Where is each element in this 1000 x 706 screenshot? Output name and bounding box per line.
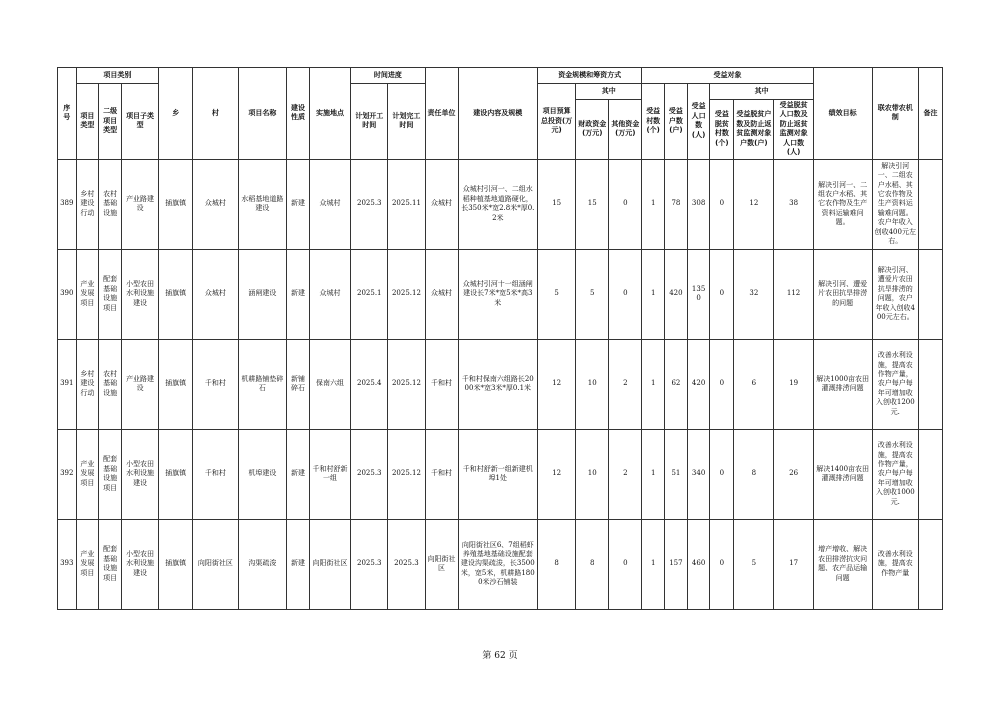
cell-ben-households: 78 (665, 159, 688, 249)
cell-unit: 众城村 (425, 159, 458, 249)
cell-ben-population: 420 (687, 339, 710, 429)
header-end: 计划完工时间 (388, 84, 425, 160)
cell-other: 0 (609, 249, 642, 339)
header-goal: 绩效目标 (813, 68, 872, 160)
header-village: 村 (193, 68, 238, 160)
header-beneficiary-group: 受益对象 (642, 68, 813, 84)
header-ben-among: 其中 (710, 84, 813, 100)
table-row (58, 519, 943, 609)
cell-village: 向阳街社区 (193, 519, 238, 609)
cell-start: 2025.3 (351, 429, 388, 519)
cell-project-name: 涵闸建设 (238, 249, 287, 339)
cell-other: 2 (609, 429, 642, 519)
cell-location: 向阳街社区 (309, 519, 350, 609)
header-unit: 责任单位 (425, 68, 458, 160)
cell-ben-villages: 1 (642, 159, 665, 249)
cell-build-nature: 新建 (287, 429, 310, 519)
cell-sub-type: 产业路建设 (121, 339, 158, 429)
cell-goal: 解决引河、遭爱片农田抗旱排涝的问题 (813, 249, 872, 339)
cell-ben-households: 51 (665, 429, 688, 519)
cell-unit: 众城村 (425, 249, 458, 339)
header-total: 项目预算总投资(万元) (538, 84, 576, 160)
cell-mechanism: 改善水利设施，提高农作物产量，农户每户每年可增加收入创收1200元. (872, 339, 918, 429)
cell-ben-villages: 1 (642, 339, 665, 429)
cell-content: 千和村保南六组路长2000米*宽3米*厚0.1米 (458, 339, 538, 429)
cell-poverty-households: 8 (734, 429, 774, 519)
cell-location: 众城村 (309, 249, 350, 339)
cell-start: 2025.1 (351, 249, 388, 339)
cell-poverty-population: 19 (774, 339, 813, 429)
cell-location: 众城村 (309, 159, 350, 249)
cell-build-nature: 新建 (287, 519, 310, 609)
cell-poverty-population: 38 (774, 159, 813, 249)
cell-remark (919, 159, 943, 249)
header-sub-type: 项目子类型 (121, 84, 158, 160)
cell-poverty-villages: 0 (710, 519, 734, 609)
header-ben-population: 受益人口数(人) (687, 84, 710, 160)
cell-project-type: 乡村建设行动 (76, 159, 99, 249)
cell-unit: 千和村 (425, 429, 458, 519)
cell-project-type: 产业发展项目 (76, 429, 99, 519)
cell-poverty-households: 5 (734, 519, 774, 609)
cell-village: 众城村 (193, 249, 238, 339)
table-header (58, 68, 943, 160)
cell-poverty-villages: 0 (710, 339, 734, 429)
cell-content: 向阳街社区6、7组稻虾养殖基地基础设施配套建设沟渠疏浚，长3500米，宽5米，机耕路1800米沙石铺装 (458, 519, 538, 609)
cell-township: 插旗镇 (159, 519, 193, 609)
cell-township: 插旗镇 (159, 339, 193, 429)
cell-fiscal: 10 (576, 429, 609, 519)
cell-content: 千和村舒新一组新建机埠1处 (458, 429, 538, 519)
cell-ben-population: 1350 (687, 249, 710, 339)
cell-second-type: 配套基础设施项目 (99, 249, 122, 339)
cell-project-type: 产业发展项目 (76, 249, 99, 339)
cell-fiscal: 15 (576, 159, 609, 249)
cell-goal: 解决引河一、二组农户水稻、其它农作物及生产资料运输难问题。 (813, 159, 872, 249)
header-ben-households: 受益户数(户) (665, 84, 688, 160)
cell-poverty-population: 112 (774, 249, 813, 339)
cell-start: 2025.3 (351, 519, 388, 609)
cell-unit: 向阳街社区 (425, 519, 458, 609)
cell-start: 2025.3 (351, 159, 388, 249)
cell-build-nature: 新建 (287, 159, 310, 249)
header-seq: 序号 (58, 68, 77, 160)
cell-ben-population: 340 (687, 429, 710, 519)
cell-total: 12 (538, 339, 576, 429)
cell-ben-villages: 1 (642, 429, 665, 519)
cell-project-type: 产业发展项目 (76, 519, 99, 609)
cell-content: 众城村引河十一组涵闸建设长7米*宽5米*高3米 (458, 249, 538, 339)
header-ben-villages: 受益村数(个) (642, 84, 665, 160)
header-township: 乡 (159, 68, 193, 160)
cell-total: 12 (538, 429, 576, 519)
cell-build-nature: 新铺碎石 (287, 339, 310, 429)
cell-seq: 393 (58, 519, 77, 609)
cell-poverty-population: 17 (774, 519, 813, 609)
cell-project-type: 乡村建设行动 (76, 339, 99, 429)
cell-mechanism: 解决引河一、二组农户水稻、其它农作物及生产资料运输难问题。农户年收入创收400元左右。 (872, 159, 918, 249)
table-row (58, 249, 943, 339)
project-table (57, 67, 943, 610)
cell-total: 5 (538, 249, 576, 339)
header-location: 实施地点 (309, 68, 350, 160)
cell-ben-population: 460 (687, 519, 710, 609)
cell-project-name: 机耕路铺垫碎石 (238, 339, 287, 429)
header-content: 建设内容及规模 (458, 68, 538, 160)
cell-village: 众城村 (193, 159, 238, 249)
cell-village: 千和村 (193, 429, 238, 519)
header-poverty-households: 受益脱贫户数及防止返贫监测对象户数(户) (734, 100, 774, 160)
cell-location: 保南六组 (309, 339, 350, 429)
cell-village: 千和村 (193, 339, 238, 429)
cell-seq: 391 (58, 339, 77, 429)
cell-total: 8 (538, 519, 576, 609)
cell-fiscal: 8 (576, 519, 609, 609)
page-number: 第 62 页 (482, 651, 518, 661)
header-start: 计划开工时间 (351, 84, 388, 160)
table-body (58, 159, 943, 609)
cell-content: 众城村引河一、二组水稻种植基地道路硬化，长350米*宽2.8米*厚0.2米 (458, 159, 538, 249)
header-mechanism: 联农带农机制 (872, 68, 918, 160)
cell-location: 千和村舒新一组 (309, 429, 350, 519)
header-second-type: 二级项目类型 (99, 84, 122, 160)
cell-ben-households: 157 (665, 519, 688, 609)
cell-remark (919, 339, 943, 429)
cell-mechanism: 改善水利设施，提高农作物产量，农户每户每年可增加收入创收1000元. (872, 429, 918, 519)
header-other: 其他资金(万元) (609, 100, 642, 160)
header-funding-group: 资金规模和筹资方式 (538, 68, 642, 84)
cell-ben-villages: 1 (642, 519, 665, 609)
cell-second-type: 配套基础设施项目 (99, 429, 122, 519)
cell-fiscal: 10 (576, 339, 609, 429)
cell-poverty-households: 6 (734, 339, 774, 429)
cell-seq: 390 (58, 249, 77, 339)
header-project-name: 项目名称 (238, 68, 287, 160)
header-poverty-villages: 受益脱贫村数(个) (710, 100, 734, 160)
table-row (58, 159, 943, 249)
cell-fiscal: 5 (576, 249, 609, 339)
cell-end: 2025.11 (388, 159, 425, 249)
cell-second-type: 配套基础设施项目 (99, 519, 122, 609)
table-row (58, 339, 943, 429)
cell-build-nature: 新建 (287, 249, 310, 339)
header-fiscal: 财政资金(万元) (576, 100, 609, 160)
header-among: 其中 (576, 84, 642, 100)
header-poverty-population: 受益脱贫人口数及防止返贫监测对象人口数(人) (774, 100, 813, 160)
cell-sub-type: 小型农田水利设施建设 (121, 429, 158, 519)
cell-start: 2025.4 (351, 339, 388, 429)
cell-unit: 千和村 (425, 339, 458, 429)
cell-ben-population: 308 (687, 159, 710, 249)
cell-ben-households: 420 (665, 249, 688, 339)
cell-ben-households: 62 (665, 339, 688, 429)
cell-sub-type: 产业路建设 (121, 159, 158, 249)
cell-end: 2025.12 (388, 339, 425, 429)
cell-township: 插旗镇 (159, 249, 193, 339)
cell-remark (919, 429, 943, 519)
cell-poverty-population: 26 (774, 429, 813, 519)
cell-poverty-households: 12 (734, 159, 774, 249)
cell-poverty-villages: 0 (710, 429, 734, 519)
header-schedule-group: 时间进度 (351, 68, 425, 84)
cell-other: 2 (609, 339, 642, 429)
cell-other: 0 (609, 519, 642, 609)
cell-second-type: 农村基础设施 (99, 159, 122, 249)
cell-township: 插旗镇 (159, 159, 193, 249)
cell-ben-villages: 1 (642, 249, 665, 339)
cell-goal: 解决1400亩农田灌溉排涝问题 (813, 429, 872, 519)
header-category-group: 项目类别 (76, 68, 159, 84)
cell-sub-type: 小型农田水利设施建设 (121, 249, 158, 339)
cell-seq: 389 (58, 159, 77, 249)
cell-poverty-households: 32 (734, 249, 774, 339)
cell-seq: 392 (58, 429, 77, 519)
cell-poverty-villages: 0 (710, 249, 734, 339)
header-project-type: 项目类型 (76, 84, 99, 160)
cell-remark (919, 519, 943, 609)
header-remark: 备注 (919, 68, 943, 160)
header-build-nature: 建设性质 (287, 68, 310, 160)
cell-mechanism: 解决引河、遭爱片农田抗旱排涝的问题，农户年收入创收400元左右。 (872, 249, 918, 339)
cell-goal: 增产增收、解决农田排涝抗灾问题、农产品运输问题 (813, 519, 872, 609)
cell-township: 插旗镇 (159, 429, 193, 519)
cell-sub-type: 小型农田水利设施建设 (121, 519, 158, 609)
table-row (58, 429, 943, 519)
cell-project-name: 水稻基地道路建设 (238, 159, 287, 249)
cell-end: 2025.12 (388, 429, 425, 519)
cell-project-name: 沟渠疏浚 (238, 519, 287, 609)
cell-mechanism: 改善水利设施，提高农作物产量 (872, 519, 918, 609)
cell-second-type: 农村基础设施 (99, 339, 122, 429)
cell-remark (919, 249, 943, 339)
cell-goal: 解决1000亩农田灌溉排涝问题 (813, 339, 872, 429)
cell-poverty-villages: 0 (710, 159, 734, 249)
cell-other: 0 (609, 159, 642, 249)
cell-total: 15 (538, 159, 576, 249)
cell-end: 2025.3 (388, 519, 425, 609)
cell-project-name: 机埠建设 (238, 429, 287, 519)
cell-end: 2025.12 (388, 249, 425, 339)
